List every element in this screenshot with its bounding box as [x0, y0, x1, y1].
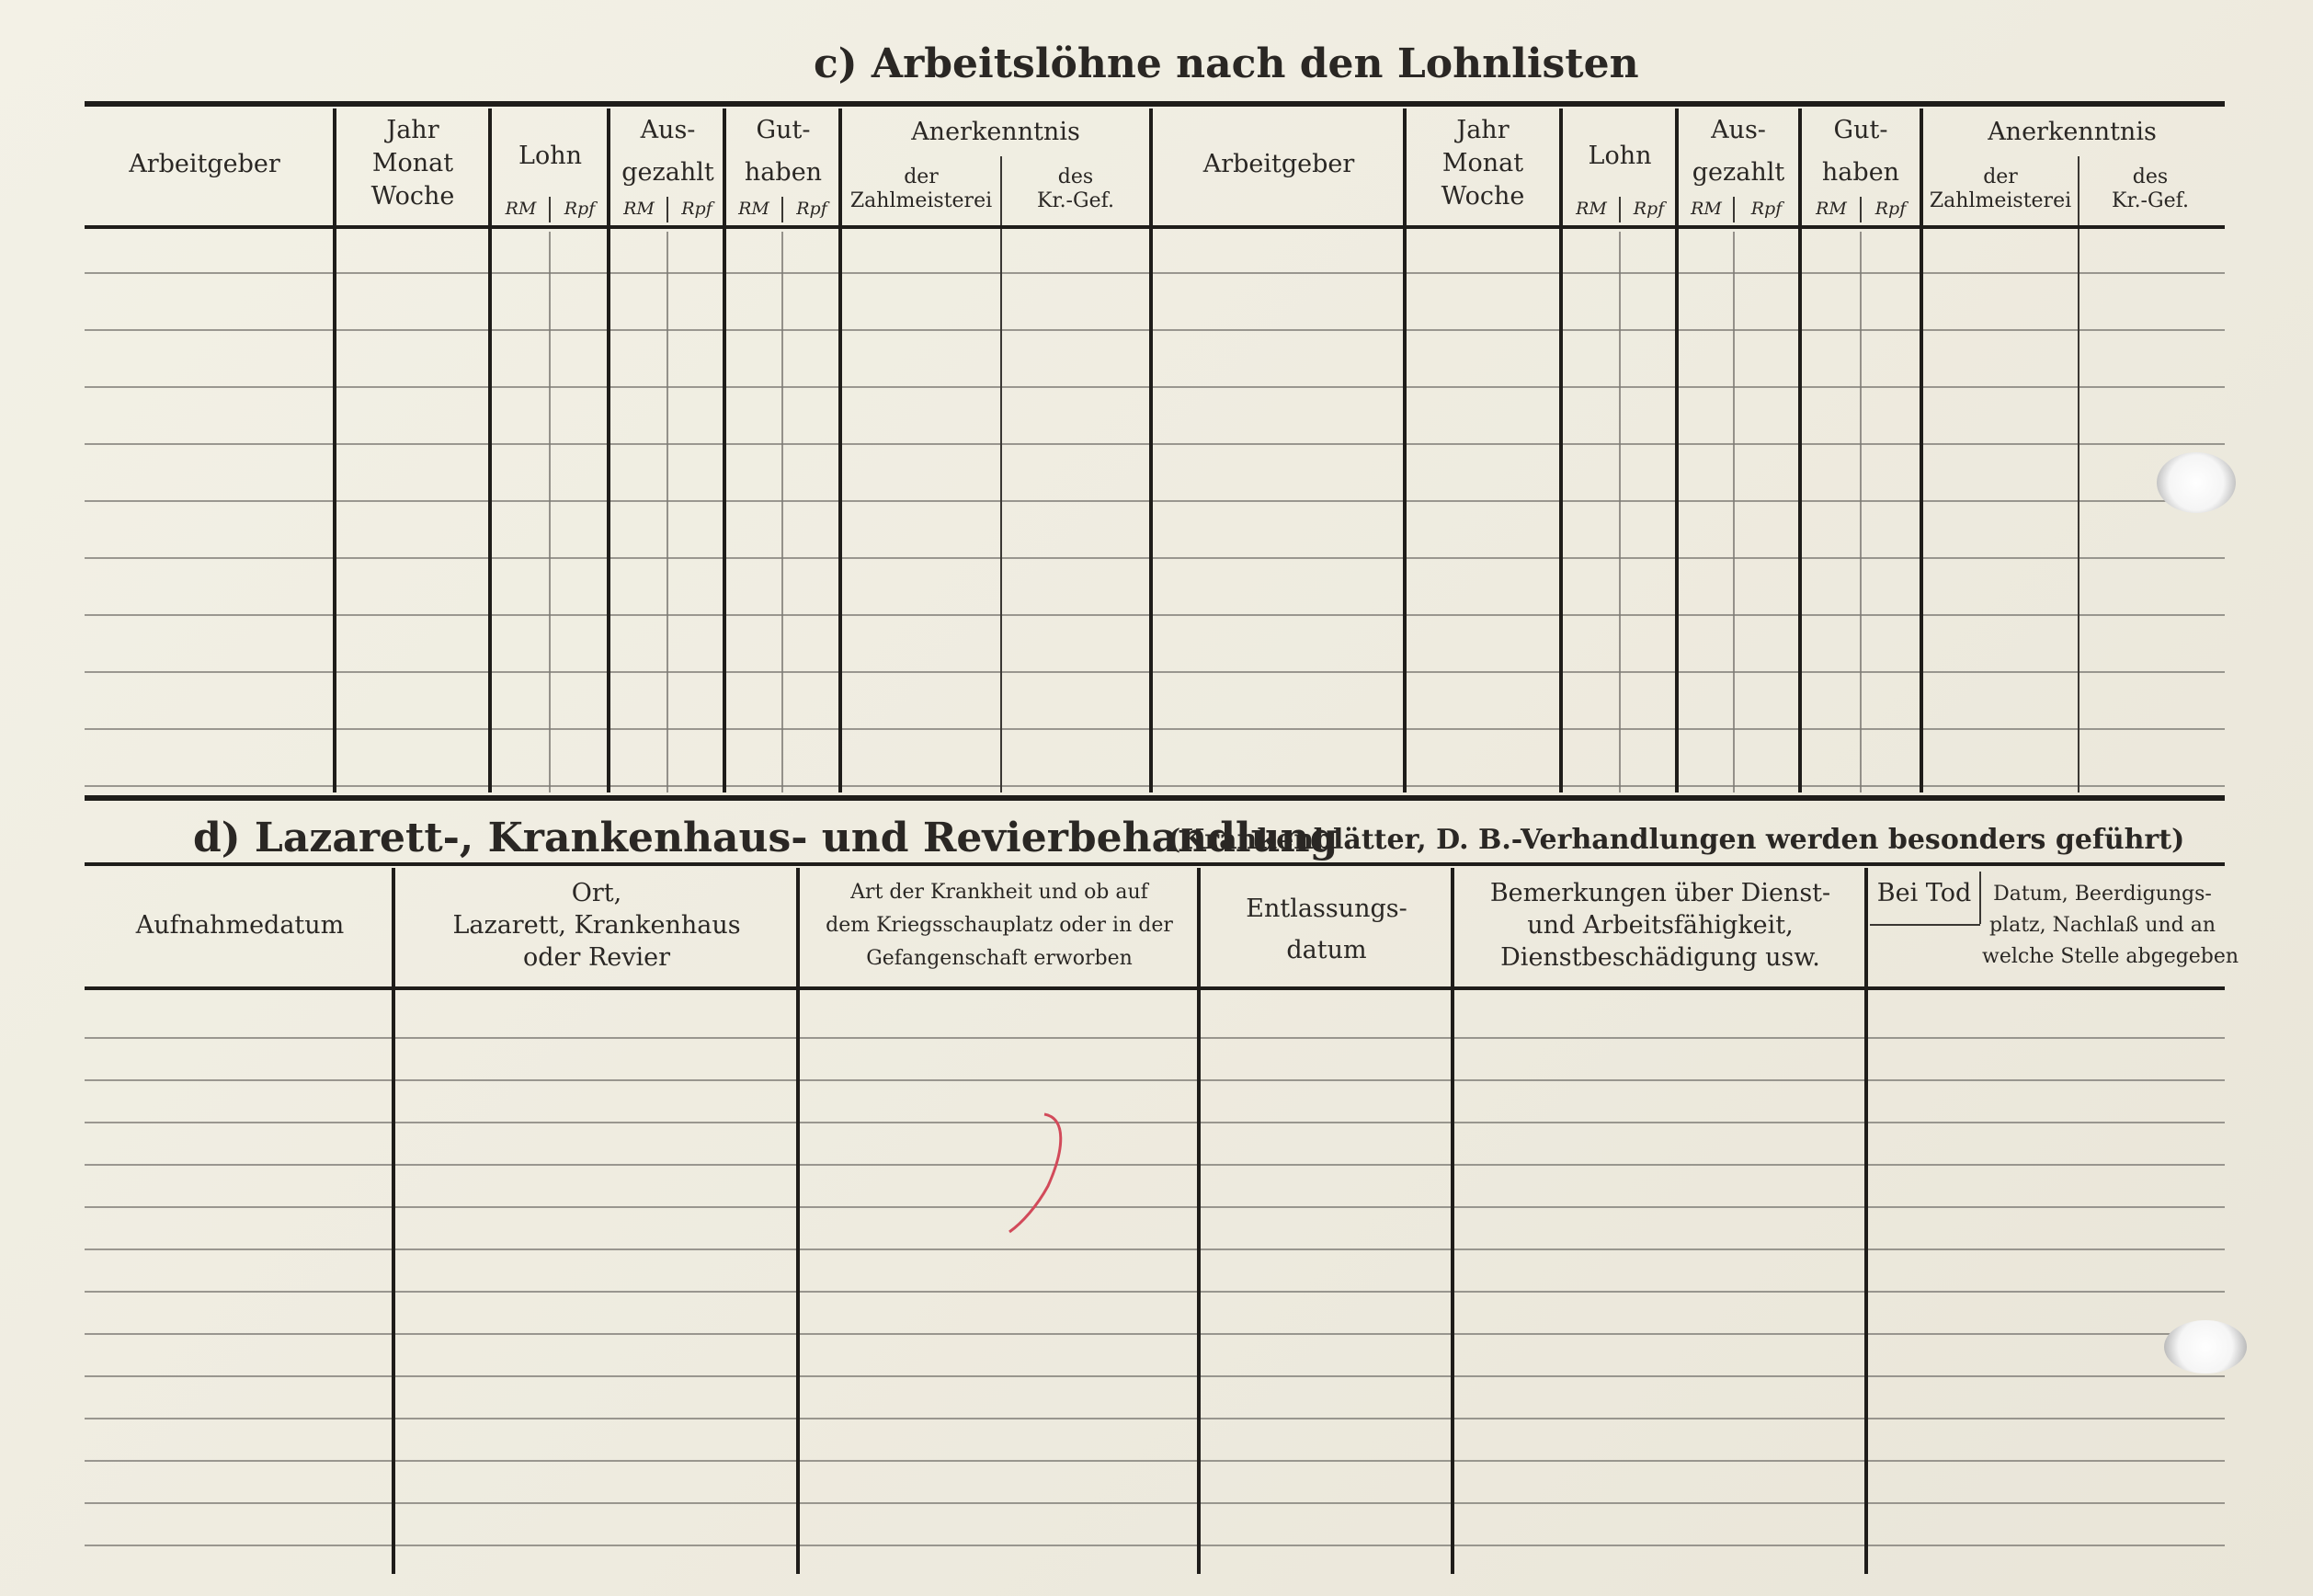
discharge-header-1: Entlassungs-: [1246, 895, 1407, 923]
unit-rm: RM: [1691, 199, 1722, 219]
paid-header-1: Aus-: [1711, 116, 1766, 144]
unit-rpf: Rpf: [1750, 199, 1783, 219]
unit-rpf: Rpf: [1633, 199, 1665, 219]
place-header-2: Lazarett, Krankenhaus: [452, 911, 741, 940]
place-header-1: Ort,: [571, 879, 622, 907]
death-detail-header-2: platz, Nachlaß und an: [1988, 914, 2216, 937]
employer-header: Arbeitgeber: [1202, 150, 1355, 178]
section-d-note: (Krankenblätter, D. B.-Verhandlungen werden besonders geführt): [1168, 824, 2185, 856]
ack-header: Anerkenntnis: [1988, 118, 2157, 146]
ack-sub2-des: des: [1057, 165, 1094, 188]
ack-sub1-der: der: [1983, 165, 2018, 188]
remarks-header-1: Bemerkungen über Dienst-: [1489, 879, 1831, 907]
ack-sub1-zahlmeisterei: Zahlmeisterei: [849, 189, 993, 212]
ack-sub1-der: der: [904, 165, 939, 188]
period-header-week: Woche: [370, 182, 455, 211]
paid-header-1: Aus-: [640, 116, 696, 144]
illness-header-2: dem Kriegsschauplatz oder in der: [826, 914, 1173, 937]
period-header-year: Jahr: [386, 116, 439, 144]
credit-header-1: Gut-: [1833, 116, 1888, 144]
punch-hole: [2164, 1320, 2247, 1374]
red-pencil-mark: [1009, 1114, 1061, 1232]
death-header: Bei Tod: [1876, 879, 1972, 907]
unit-rm: RM: [623, 199, 655, 219]
remarks-header-2: und Arbeitsfähigkeit,: [1527, 911, 1794, 940]
paid-header-2: gezahlt: [621, 158, 714, 187]
period-header-week: Woche: [1441, 182, 1525, 211]
unit-rm: RM: [505, 199, 537, 219]
period-header-month: Monat: [371, 149, 454, 177]
wage-header: Lohn: [1588, 142, 1652, 170]
death-detail-header-3: welche Stelle abgegeben: [1982, 945, 2239, 968]
unit-rpf: Rpf: [1874, 199, 1907, 219]
credit-header-2: haben: [1821, 158, 1900, 187]
unit-rpf: Rpf: [681, 199, 712, 219]
employer-header: Arbeitgeber: [129, 150, 280, 178]
ack-sub2-des: des: [2132, 165, 2169, 188]
remarks-header-3: Dienstbeschädigung usw.: [1500, 943, 1820, 972]
ack-sub2-krgef: Kr.-Gef.: [2112, 189, 2189, 212]
death-detail-header-1: Datum, Beerdigungs-: [1993, 883, 2212, 906]
period-header-year: Jahr: [1456, 116, 1510, 144]
ack-sub2-krgef: Kr.-Gef.: [1037, 189, 1114, 212]
credit-header-2: haben: [744, 158, 823, 187]
paid-header-2: gezahlt: [1692, 158, 1785, 187]
ack-header: Anerkenntnis: [911, 118, 1080, 146]
unit-rm: RM: [1576, 199, 1607, 219]
discharge-header-2: datum: [1286, 936, 1367, 964]
punch-hole: [2157, 452, 2236, 513]
illness-header-1: Art der Krankheit und ob auf: [850, 881, 1148, 904]
unit-rm: RM: [1816, 199, 1847, 219]
section-d-title: d) Lazarett-, Krankenhaus- und Revierbehandlung: [193, 815, 1339, 861]
admission-date-header: Aufnahmedatum: [135, 911, 345, 940]
unit-rpf: Rpf: [796, 199, 827, 219]
unit-rpf: Rpf: [564, 199, 596, 219]
credit-header-1: Gut-: [756, 116, 811, 144]
wage-header: Lohn: [518, 142, 582, 170]
period-header-month: Monat: [1441, 149, 1524, 177]
place-header-3: oder Revier: [522, 943, 671, 972]
section-c-title: c) Arbeitslöhne nach den Lohnlisten: [814, 40, 1639, 87]
unit-rm: RM: [738, 199, 769, 219]
ack-sub1-zahlmeisterei: Zahlmeisterei: [1929, 189, 2072, 212]
illness-header-3: Gefangenschaft erworben: [866, 947, 1133, 970]
